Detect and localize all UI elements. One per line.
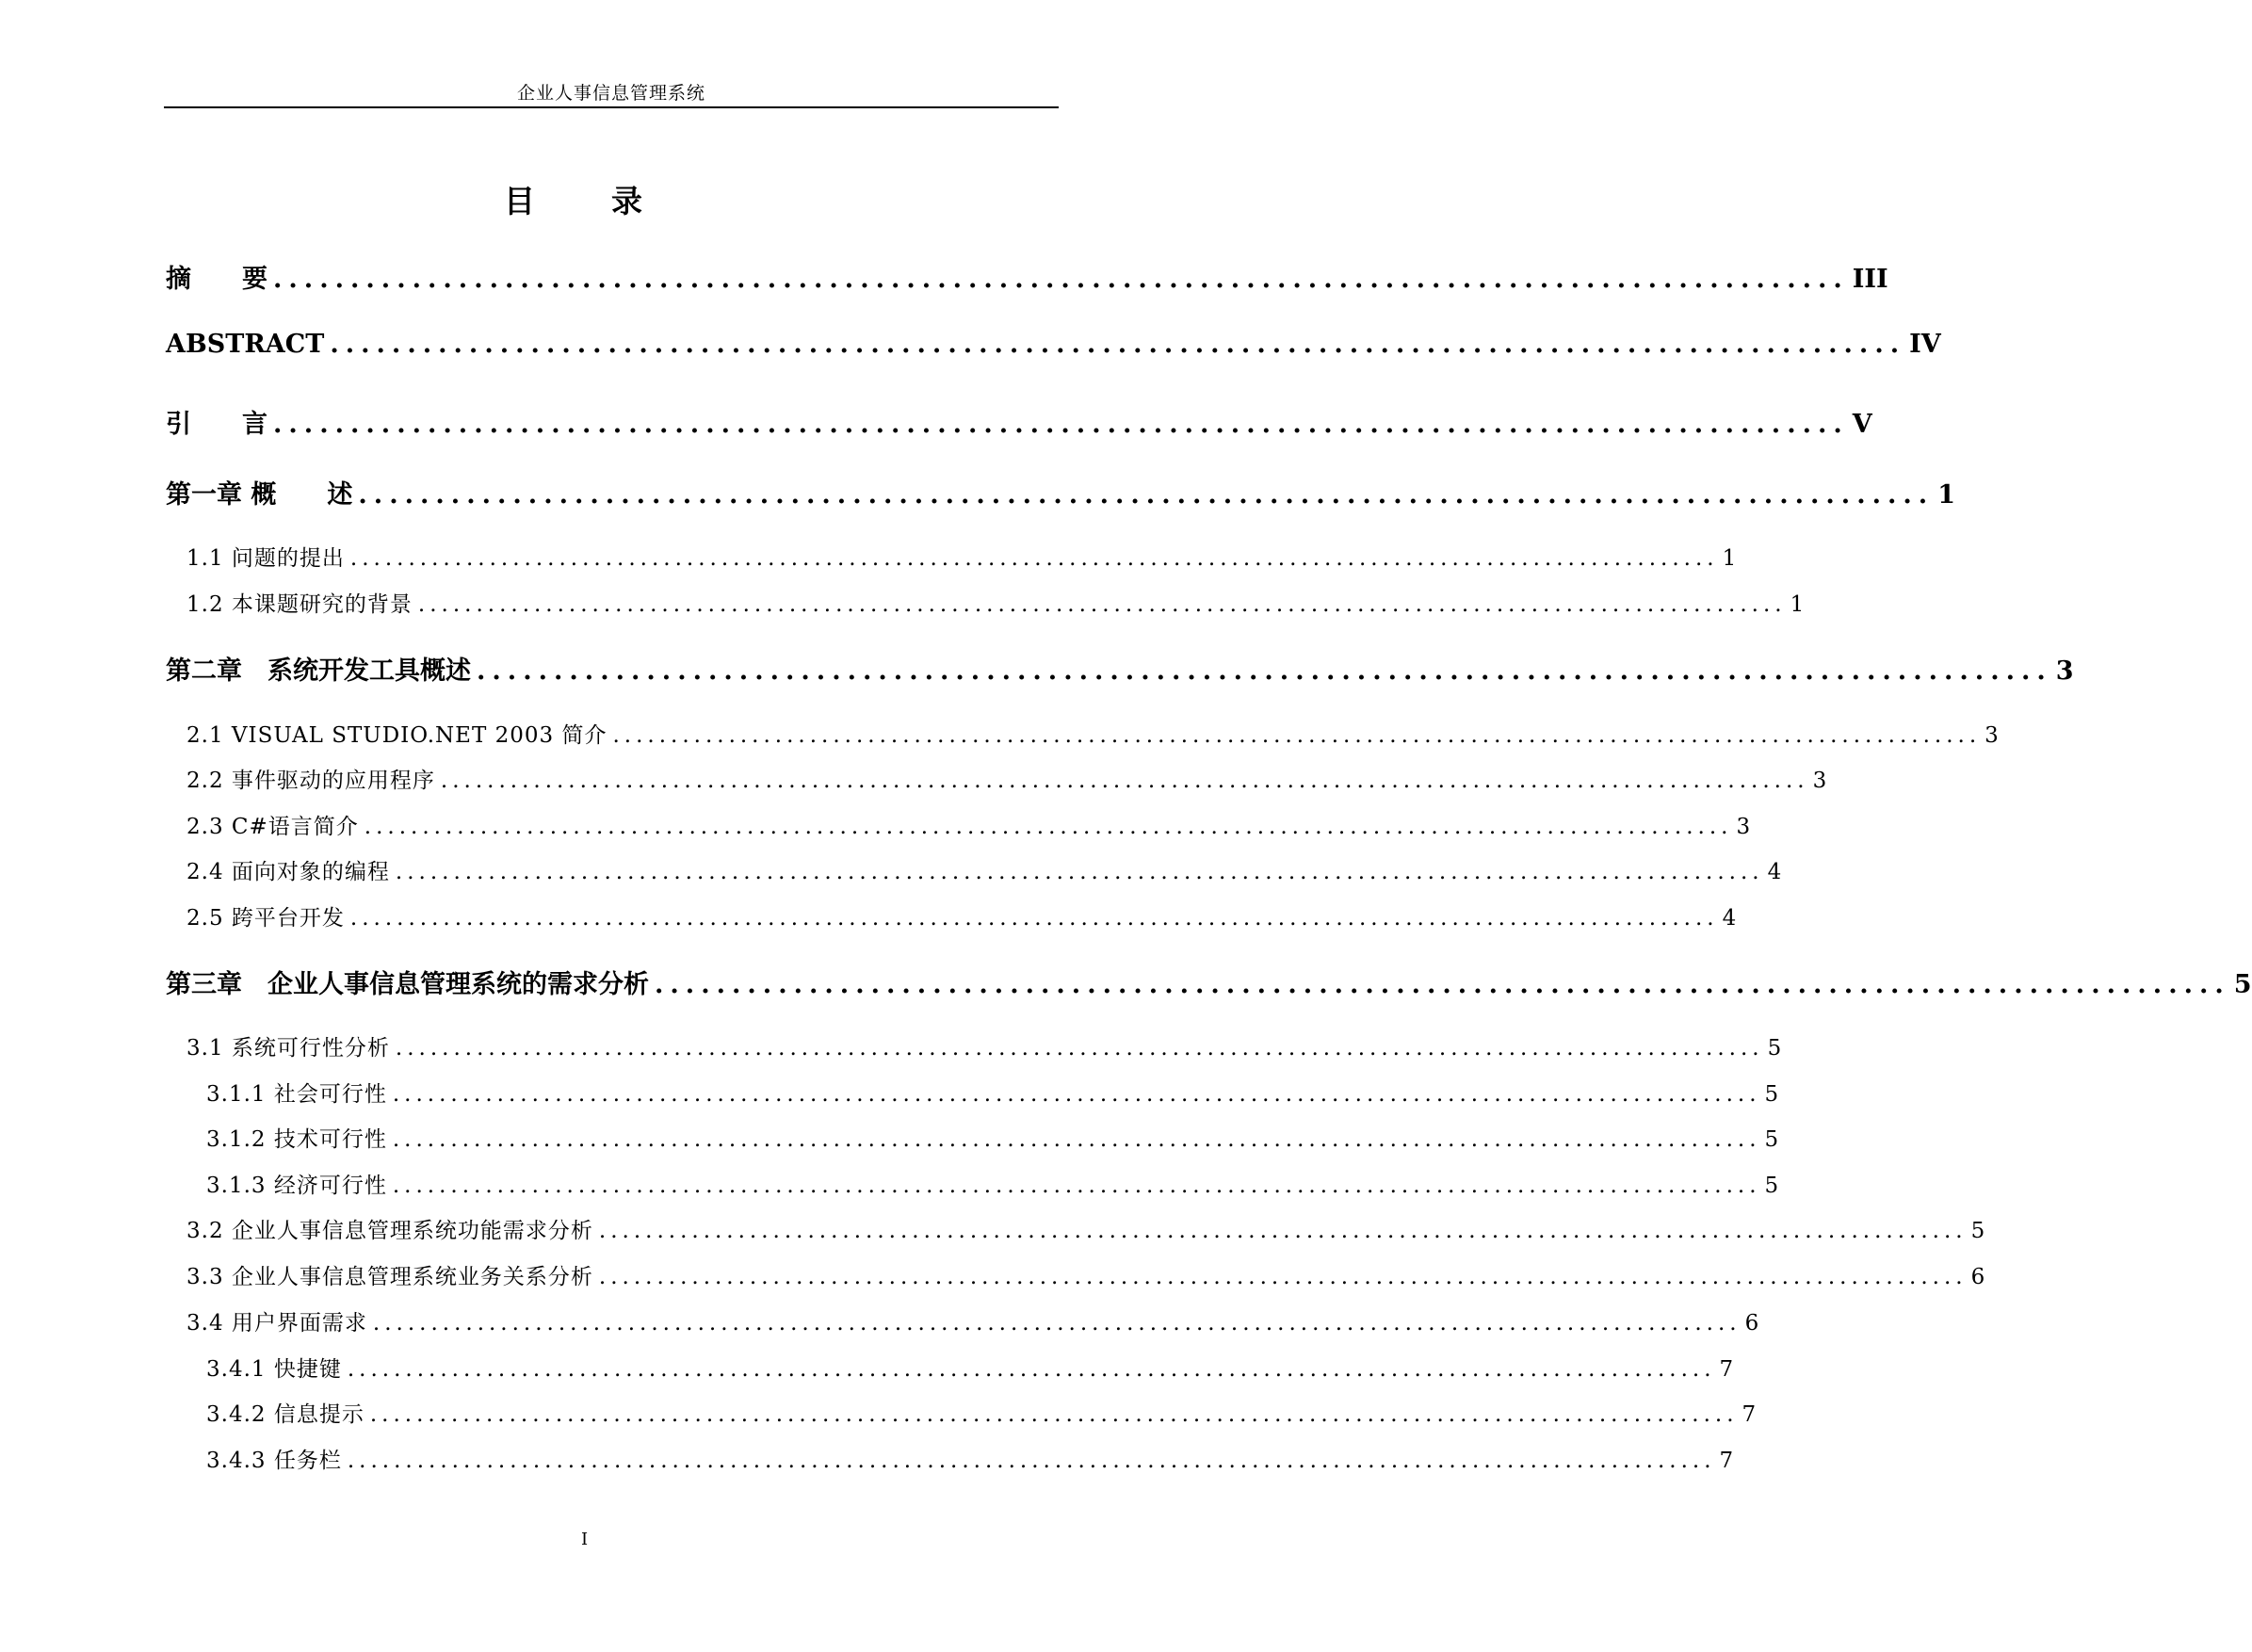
toc-entry-label: 3.4.2 信息提示 xyxy=(206,1402,365,1427)
toc-leader-dots: ...................................................................................................................... xyxy=(392,1127,1761,1152)
toc-leader-dots: ...................................................................................................... xyxy=(358,480,1935,510)
toc-leader-dots: ...................................................................................................... xyxy=(655,970,2230,999)
toc-leader-dots: ...................................................................................................................... xyxy=(392,1082,1761,1107)
toc-entry-page: 5 xyxy=(2233,970,2252,999)
toc-entry-label: 2.1 VISUAL STUDIO.NET 2003 简介 xyxy=(186,723,608,748)
toc-entry-page: 5 xyxy=(1764,1174,1780,1198)
toc-leader-dots: ...................................................................................................... xyxy=(273,265,1849,294)
toc-entry-3-4[interactable] xyxy=(186,1305,1760,1336)
toc-entry-page: 7 xyxy=(1719,1357,1735,1382)
toc-entry-page: 1 xyxy=(1790,592,1806,617)
toc-entry-label: 3.1 系统可行性分析 xyxy=(186,1036,390,1061)
toc-entry-label: 3.4.1 快捷键 xyxy=(206,1357,342,1382)
toc-entry-page: 7 xyxy=(1742,1402,1758,1427)
toc-entry-3-3[interactable] xyxy=(186,1259,1986,1290)
toc-entry-page: 1 xyxy=(1722,546,1738,571)
toc-entry-label: 3.2 企业人事信息管理系统功能需求分析 xyxy=(186,1219,593,1243)
toc-entry-label: 2.2 事件驱动的应用程序 xyxy=(186,769,435,793)
toc-entry-page: 5 xyxy=(1970,1219,1986,1243)
toc-entry-page: III xyxy=(1852,265,1888,294)
toc-leader-dots: ...................................................................................................... xyxy=(273,410,1849,439)
toc-entry-3-1[interactable] xyxy=(186,1030,1783,1061)
toc-entry-label: 引 言 xyxy=(166,410,267,439)
toc-leader-dots: ...................................................................................................................... xyxy=(372,1311,1742,1336)
toc-entry-label: 2.4 面向对象的编程 xyxy=(186,860,390,884)
toc-title: 目 录 xyxy=(504,183,665,219)
toc-entry-page: 3 xyxy=(1736,815,1752,839)
toc-entry-chapter-1[interactable] xyxy=(166,474,1955,510)
toc-entry-2-5[interactable] xyxy=(186,900,1738,931)
toc-entry-2-3[interactable] xyxy=(186,809,1752,840)
toc-entry-label: 3.1.3 经济可行性 xyxy=(206,1174,387,1198)
toc-leader-dots: ...................................................................................................................... xyxy=(417,592,1787,617)
toc-entry-label: 摘 要 xyxy=(166,265,267,294)
toc-entry-page: 7 xyxy=(1719,1449,1735,1473)
toc-entry-3-2[interactable] xyxy=(186,1213,1986,1244)
toc-entry-2-2[interactable] xyxy=(186,763,1828,794)
toc-entry-label: 第一章 概 述 xyxy=(166,480,353,510)
page-number: I xyxy=(580,1530,589,1549)
toc-entry-label: 3.4.3 任务栏 xyxy=(206,1449,342,1473)
toc-entry-page: 4 xyxy=(1767,860,1783,884)
toc-entry-label: 2.5 跨平台开发 xyxy=(186,906,345,931)
toc-entry-3-1-2[interactable] xyxy=(206,1122,1780,1153)
toc-leader-dots: ...................................................................................................................... xyxy=(364,815,1733,839)
running-header: 企业人事信息管理系统 xyxy=(516,83,705,104)
toc-leader-dots: ...................................................................................................................... xyxy=(349,906,1719,931)
toc-entry-page: IV xyxy=(1909,330,1941,359)
toc-entry-label: 第二章 系统开发工具概述 xyxy=(166,656,471,686)
toc-entry-label: 2.3 C#语言简介 xyxy=(186,815,359,839)
toc-entry-label: 1.1 问题的提出 xyxy=(186,546,345,571)
toc-entry-3-4-3[interactable] xyxy=(206,1443,1735,1474)
toc-entry-chapter-3[interactable] xyxy=(166,964,2252,1000)
toc-entry-introduction[interactable] xyxy=(166,403,1872,440)
toc-leader-dots: ...................................................................................................................... xyxy=(395,1036,1764,1061)
toc-entry-label: 第三章 企业人事信息管理系统的需求分析 xyxy=(166,970,649,999)
toc-leader-dots: ...................................................................................................................... xyxy=(369,1402,1739,1427)
toc-entry-abstract-en[interactable] xyxy=(166,330,1941,359)
toc-leader-dots: ...................................................................................................................... xyxy=(349,546,1719,571)
toc-entry-label: 3.4 用户界面需求 xyxy=(186,1311,367,1336)
toc-leader-dots: ...................................................................................................................... xyxy=(347,1357,1716,1382)
toc-entry-page: 5 xyxy=(1764,1127,1780,1152)
toc-entry-abstract-cn[interactable] xyxy=(166,258,1888,295)
toc-entry-page: 3 xyxy=(2055,656,2074,686)
toc-entry-page: 3 xyxy=(1985,723,2000,748)
toc-entry-2-4[interactable] xyxy=(186,854,1783,885)
toc-entry-label: 3.3 企业人事信息管理系统业务关系分析 xyxy=(186,1265,593,1289)
toc-entry-label: ABSTRACT xyxy=(166,330,325,359)
toc-leader-dots: ...................................................................................................................... xyxy=(598,1219,1968,1243)
toc-entry-page: V xyxy=(1852,410,1872,439)
toc-entry-page: 6 xyxy=(1970,1265,1986,1289)
toc-entry-1-2[interactable] xyxy=(186,587,1806,618)
toc-entry-page: 5 xyxy=(1764,1082,1780,1107)
toc-entry-3-1-3[interactable] xyxy=(206,1168,1780,1199)
toc-entry-1-1[interactable] xyxy=(186,541,1738,572)
toc-entry-page: 3 xyxy=(1812,769,1828,793)
toc-entry-label: 3.1.2 技术可行性 xyxy=(206,1127,387,1152)
toc-leader-dots: ...................................................................................................................... xyxy=(598,1265,1968,1289)
toc-entry-label: 3.1.1 社会可行性 xyxy=(206,1082,387,1107)
toc-entry-page: 4 xyxy=(1722,906,1738,931)
toc-entry-page: 6 xyxy=(1744,1311,1760,1336)
toc-leader-dots: ...................................................................................................................... xyxy=(392,1174,1761,1198)
toc-entry-2-1[interactable] xyxy=(186,718,2000,749)
toc-entry-3-1-1[interactable] xyxy=(206,1077,1780,1108)
toc-leader-dots: ...................................................................................................... xyxy=(330,330,1906,359)
toc-leader-dots: ...................................................................................................................... xyxy=(612,723,1982,748)
toc-entry-page: 5 xyxy=(1767,1036,1783,1061)
toc-leader-dots: ...................................................................................................................... xyxy=(347,1449,1716,1473)
toc-leader-dots: ...................................................................................................................... xyxy=(395,860,1764,884)
toc-entry-chapter-2[interactable] xyxy=(166,650,2074,687)
toc-entry-3-4-2[interactable] xyxy=(206,1397,1758,1428)
toc-entry-page: 1 xyxy=(1937,480,1955,510)
toc-entry-3-4-1[interactable] xyxy=(206,1352,1735,1383)
toc-leader-dots: ...................................................................................................... xyxy=(477,656,2052,686)
toc-entry-label: 1.2 本课题研究的背景 xyxy=(186,592,413,617)
toc-leader-dots: ...................................................................................................................... xyxy=(440,769,1809,793)
